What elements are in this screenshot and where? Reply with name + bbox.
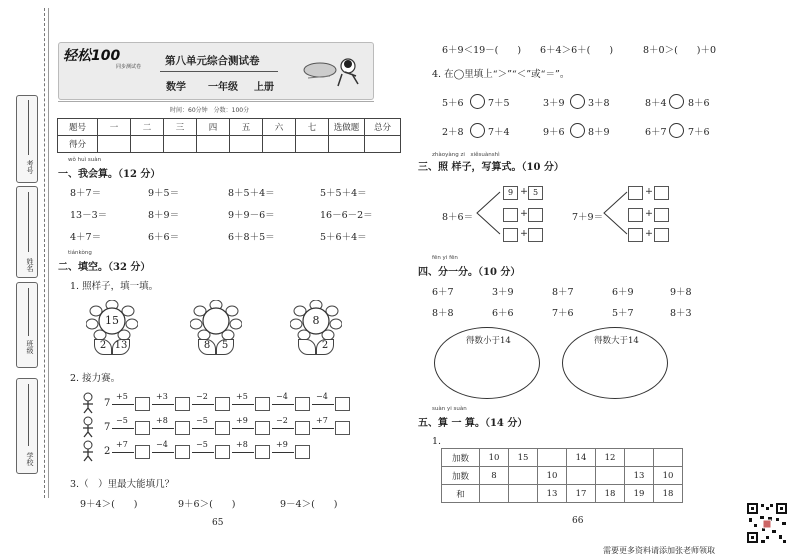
relay-row xyxy=(80,392,380,416)
relay-arrow xyxy=(232,452,254,453)
page-number-right: 66 xyxy=(572,516,584,526)
score-header-cell: 五 xyxy=(230,119,263,136)
split-answer-box[interactable] xyxy=(503,228,518,242)
split-given-box: 9 xyxy=(503,186,518,200)
relay-arrow xyxy=(232,428,254,429)
relay-arrow xyxy=(272,452,294,453)
calc-item[interactable]: 5＋5＋4＝ xyxy=(320,188,367,199)
runner-illustration xyxy=(300,50,370,92)
sort-item[interactable]: 3＋9 xyxy=(492,287,514,298)
relay-answer-box[interactable] xyxy=(135,421,150,435)
plus-sign: + xyxy=(645,208,653,219)
calc-item[interactable]: 13－3＝ xyxy=(70,210,108,221)
compare-right: 8＋9 xyxy=(588,127,610,138)
score-table-header-row xyxy=(58,119,401,136)
split-answer-box[interactable] xyxy=(628,228,643,242)
relay-answer-box[interactable] xyxy=(255,421,270,435)
score-cell[interactable] xyxy=(365,136,401,153)
table-cell[interactable]: 8 xyxy=(480,467,509,485)
flower-2 xyxy=(190,300,242,362)
binding-fill-line xyxy=(28,384,29,446)
binding-label-class[interactable]: 班级 xyxy=(26,340,34,354)
compare-right: 3＋8 xyxy=(588,98,610,109)
relay-answer-box[interactable] xyxy=(215,397,230,411)
relay-op: −5 xyxy=(196,416,208,425)
plus-sign: + xyxy=(520,208,528,219)
calc-item[interactable]: 8＋7＝ xyxy=(70,188,102,199)
compare-left: 2＋8 xyxy=(442,127,464,138)
logo: 轻松100 xyxy=(63,48,121,64)
relay-op: −2 xyxy=(276,416,288,425)
flower-left-number[interactable]: 8 xyxy=(203,340,211,351)
binding-line-solid xyxy=(48,8,49,498)
flower-top-number[interactable]: 15 xyxy=(105,314,119,327)
relay-answer-box[interactable] xyxy=(175,397,190,411)
row-label: 加数 xyxy=(442,449,480,467)
table-cell[interactable]: 18 xyxy=(596,485,625,503)
section1-pinyin: wǒ huì suàn xyxy=(68,157,102,163)
exam-title: 第八单元综合测试卷 xyxy=(165,55,260,67)
flower-leaf-left xyxy=(298,339,316,355)
banner-rule xyxy=(58,101,374,102)
section2-title: 二、填空。（32 分） xyxy=(58,262,151,273)
child-runner-icon xyxy=(80,440,96,462)
binding-fill-line xyxy=(28,100,29,155)
score-header-cell: 选做题 xyxy=(329,119,365,136)
table-cell[interactable] xyxy=(567,467,596,485)
compare-circle[interactable] xyxy=(470,123,485,138)
binding-label-name[interactable]: 姓名 xyxy=(26,258,34,272)
addition-table xyxy=(441,448,683,503)
relay-op: +8 xyxy=(236,440,248,449)
calc-item[interactable]: 8＋9＝ xyxy=(148,210,180,221)
plus-sign: + xyxy=(645,228,653,239)
grade-label: 一年级 xyxy=(208,82,238,93)
table-cell[interactable]: 10 xyxy=(538,467,567,485)
table-cell[interactable]: 10 xyxy=(480,449,509,467)
relay-arrow xyxy=(312,404,334,405)
sort-item[interactable]: 6＋6 xyxy=(492,308,514,319)
sort-item[interactable]: 5＋7 xyxy=(612,308,634,319)
relay-answer-box[interactable] xyxy=(175,445,190,459)
calc-item[interactable]: 9＋9－6＝ xyxy=(228,210,275,221)
compare-left: 3＋9 xyxy=(543,98,565,109)
section2-pinyin: tiánkòng xyxy=(68,250,92,256)
table-cell[interactable]: 13 xyxy=(538,485,567,503)
section2-q3: 3.（ ）里最大能填几？ xyxy=(70,479,175,490)
section5-title: 五、算 一 算。（14 分） xyxy=(418,418,528,429)
calc-item[interactable]: 4＋7＝ xyxy=(70,232,102,243)
compare-left: 9＋6 xyxy=(543,127,565,138)
relay-row xyxy=(80,416,380,440)
relay-arrow xyxy=(112,452,134,453)
relay-answer-box[interactable] xyxy=(135,445,150,459)
table-cell[interactable] xyxy=(625,449,654,467)
section3-title: 三、照 样子，写算式。（10 分） xyxy=(418,162,564,173)
calc-item[interactable]: 16－6－2＝ xyxy=(320,210,373,221)
relay-answer-box[interactable] xyxy=(215,421,230,435)
calc-item[interactable]: 9＋5＝ xyxy=(148,188,180,199)
split-answer-box[interactable] xyxy=(654,208,669,222)
table-cell[interactable]: 18 xyxy=(654,485,683,503)
split-equation: 8＋6＝ xyxy=(442,212,474,223)
binding-label-exam-no: 考号 xyxy=(26,160,34,174)
score-header-cell: 四 xyxy=(197,119,230,136)
table-cell[interactable] xyxy=(654,449,683,467)
score-cell[interactable] xyxy=(230,136,263,153)
plus-sign: + xyxy=(520,228,528,239)
table-cell[interactable] xyxy=(480,485,509,503)
row-label: 加数 xyxy=(442,467,480,485)
compare-circle[interactable] xyxy=(669,94,684,109)
split-answer-box[interactable] xyxy=(503,208,518,222)
split-answer-box[interactable] xyxy=(528,208,543,222)
relay-answer-box[interactable] xyxy=(135,397,150,411)
relay-arrow xyxy=(152,452,174,453)
relay-op: +3 xyxy=(156,392,168,401)
score-header-cell: 六 xyxy=(263,119,296,136)
row-label: 和 xyxy=(442,485,480,503)
flower-petals xyxy=(190,300,242,340)
relay-arrow xyxy=(312,428,334,429)
footer-note: 需要更多资料请添加张老师领取 xyxy=(603,546,715,555)
relay-op: +5 xyxy=(116,392,128,401)
split-answer-box[interactable] xyxy=(628,186,643,200)
table-cell[interactable] xyxy=(509,467,538,485)
sort-item[interactable]: 6＋9 xyxy=(612,287,634,298)
relay-op: +7 xyxy=(116,440,128,449)
score-cell[interactable] xyxy=(98,136,131,153)
split-answer-box[interactable] xyxy=(628,208,643,222)
score-cell[interactable] xyxy=(263,136,296,153)
relay-arrow xyxy=(152,428,174,429)
relay-row xyxy=(80,440,380,464)
sort-item[interactable]: 6＋7 xyxy=(432,287,454,298)
table-cell[interactable]: 19 xyxy=(625,485,654,503)
table-row xyxy=(442,449,683,467)
binding-label-school[interactable]: 学校 xyxy=(26,452,34,466)
split-answer-box[interactable] xyxy=(654,228,669,242)
score-cell[interactable] xyxy=(164,136,197,153)
compare-left: 8＋4 xyxy=(645,98,667,109)
score-table xyxy=(57,118,401,153)
compare-circle[interactable] xyxy=(669,123,684,138)
calc-item[interactable]: 8＋5＋4＝ xyxy=(228,188,275,199)
relay-op: −4 xyxy=(316,392,328,401)
relay-answer-box[interactable] xyxy=(295,445,310,459)
section5-q1: 1. xyxy=(432,436,442,447)
q3-item[interactable]: 9＋4＞( ) xyxy=(80,499,138,510)
compare-right: 7＋4 xyxy=(488,127,510,138)
relay-answer-box[interactable] xyxy=(295,397,310,411)
compare-right: 8＋6 xyxy=(688,98,710,109)
sort-item[interactable]: 7＋6 xyxy=(552,308,574,319)
section4b-title: 四、分一分。（10 分） xyxy=(418,267,521,278)
relay-arrow xyxy=(232,404,254,405)
section2-q2: 2. 接力赛。 xyxy=(70,373,121,384)
section4-compare-title: 4. 在◯里填上“＞”“＜”或“＝”。 xyxy=(432,69,570,80)
child-runner-icon xyxy=(80,392,96,414)
split-branch-lines xyxy=(475,190,501,236)
relay-arrow xyxy=(112,428,134,429)
table-cell[interactable]: 17 xyxy=(567,485,596,503)
time-score-info: 时间：60分钟 分数：100分 xyxy=(170,107,250,114)
section2-q1: 1. 照样子，填一填。 xyxy=(70,281,159,292)
relay-arrow xyxy=(192,404,214,405)
binding-fill-line xyxy=(28,288,29,336)
relay-arrow xyxy=(192,428,214,429)
relay-op: +8 xyxy=(156,416,168,425)
sort-item[interactable]: 8＋3 xyxy=(670,308,692,319)
relay-op: +9 xyxy=(276,440,288,449)
sort-item[interactable]: 8＋8 xyxy=(432,308,454,319)
score-header-cell: 一 xyxy=(98,119,131,136)
flower-right-number[interactable]: 2 xyxy=(321,340,329,351)
logo-subtitle: 同步测试卷 xyxy=(116,64,142,70)
table-cell[interactable]: 10 xyxy=(654,467,683,485)
score-header-cell: 总分 xyxy=(365,119,401,136)
score-row-label: 得分 xyxy=(58,136,98,153)
relay-op: −2 xyxy=(196,392,208,401)
split-equation: 7＋9＝ xyxy=(572,212,604,223)
table-cell[interactable] xyxy=(596,467,625,485)
compare-circle[interactable] xyxy=(570,94,585,109)
calc-item[interactable]: 6＋6＝ xyxy=(148,232,180,243)
score-header-cell: 三 xyxy=(164,119,197,136)
oval-label: 得数小于14 xyxy=(466,336,511,346)
relay-arrow xyxy=(112,404,134,405)
compare-right: 7＋5 xyxy=(488,98,510,109)
right-top-item[interactable]: 6＋9＜19－( ) xyxy=(442,45,522,56)
table-row xyxy=(442,485,683,503)
calc-item[interactable]: 5＋6＋4＝ xyxy=(320,232,367,243)
page-number-left: 65 xyxy=(212,518,224,528)
relay-answer-box[interactable] xyxy=(215,445,230,459)
score-header-cell: 题号 xyxy=(58,119,98,136)
relay-op: +7 xyxy=(316,416,328,425)
table-cell[interactable]: 12 xyxy=(596,449,625,467)
compare-right: 7＋6 xyxy=(688,127,710,138)
flower-right-number[interactable]: 13 xyxy=(114,340,128,351)
relay-start: 7 xyxy=(104,398,111,409)
relay-op: −5 xyxy=(116,416,128,425)
relay-start: 7 xyxy=(104,422,111,433)
relay-op: −4 xyxy=(276,392,288,401)
right-top-item[interactable]: 6＋4＞6＋( ) xyxy=(540,45,614,56)
section5-pinyin: suàn yi suàn xyxy=(432,406,467,412)
title-underline xyxy=(160,71,278,72)
sort-item[interactable]: 9＋8 xyxy=(670,287,692,298)
sort-item[interactable]: 8＋7 xyxy=(552,287,574,298)
section4b-pinyin: fēn yi fēn xyxy=(432,255,458,261)
score-cell[interactable] xyxy=(296,136,329,153)
binding-tab-class xyxy=(16,282,38,368)
compare-circle[interactable] xyxy=(570,123,585,138)
score-table-score-row xyxy=(58,136,401,153)
binding-fill-line xyxy=(28,192,29,252)
relay-answer-box[interactable] xyxy=(295,421,310,435)
q3-item[interactable]: 9＋6＞( ) xyxy=(178,499,236,510)
relay-op: +5 xyxy=(236,392,248,401)
relay-op: −5 xyxy=(196,440,208,449)
plus-sign: + xyxy=(520,186,528,197)
flower-right-number[interactable]: 5 xyxy=(221,340,229,351)
relay-arrow xyxy=(152,404,174,405)
calc-item[interactable]: 6＋8＋5＝ xyxy=(228,232,275,243)
score-header-cell: 二 xyxy=(131,119,164,136)
flower-3 xyxy=(290,300,342,362)
relay-op: +9 xyxy=(236,416,248,425)
table-cell[interactable]: 13 xyxy=(625,467,654,485)
flower-top-number[interactable]: 8 xyxy=(312,314,320,327)
right-top-item[interactable]: 8＋0＞( )＋0 xyxy=(643,45,717,56)
score-cell[interactable] xyxy=(329,136,365,153)
section1-title: 一、我会算。（12 分） xyxy=(58,169,161,180)
volume-label: 上册 xyxy=(254,82,274,93)
table-cell[interactable] xyxy=(509,485,538,503)
table-cell[interactable]: 14 xyxy=(567,449,596,467)
relay-answer-box[interactable] xyxy=(255,445,270,459)
relay-answer-box[interactable] xyxy=(175,421,190,435)
score-cell[interactable] xyxy=(131,136,164,153)
relay-answer-box[interactable] xyxy=(255,397,270,411)
relay-start: 2 xyxy=(104,446,111,457)
child-runner-icon xyxy=(80,416,96,438)
relay-answer-box[interactable] xyxy=(335,421,350,435)
score-header-cell: 七 xyxy=(296,119,329,136)
relay-arrow xyxy=(272,428,294,429)
relay-answer-box[interactable] xyxy=(335,397,350,411)
compare-left: 5＋6 xyxy=(442,98,464,109)
flower-left-number[interactable]: 2 xyxy=(99,340,107,351)
oval-label: 得数大于14 xyxy=(594,336,639,346)
compare-circle[interactable] xyxy=(470,94,485,109)
relay-arrow xyxy=(192,452,214,453)
relay-arrow xyxy=(272,404,294,405)
subject-label: 数学 xyxy=(166,82,186,93)
split-answer-box[interactable] xyxy=(528,228,543,242)
binding-line xyxy=(44,8,45,498)
relay-op: −4 xyxy=(156,440,168,449)
split-given-box: 5 xyxy=(528,186,543,200)
section3-pinyin: zhàoyàng zi xiěsuànshì xyxy=(432,152,500,158)
q3-item[interactable]: 9－4＞( ) xyxy=(280,499,338,510)
table-row xyxy=(442,467,683,485)
table-cell[interactable] xyxy=(538,449,567,467)
compare-left: 6＋7 xyxy=(645,127,667,138)
table-cell[interactable]: 15 xyxy=(509,449,538,467)
qr-code[interactable] xyxy=(746,502,788,544)
flower-1 xyxy=(86,300,138,362)
split-branch-lines xyxy=(602,190,628,236)
split-answer-box[interactable] xyxy=(654,186,669,200)
plus-sign: + xyxy=(645,186,653,197)
score-cell[interactable] xyxy=(197,136,230,153)
